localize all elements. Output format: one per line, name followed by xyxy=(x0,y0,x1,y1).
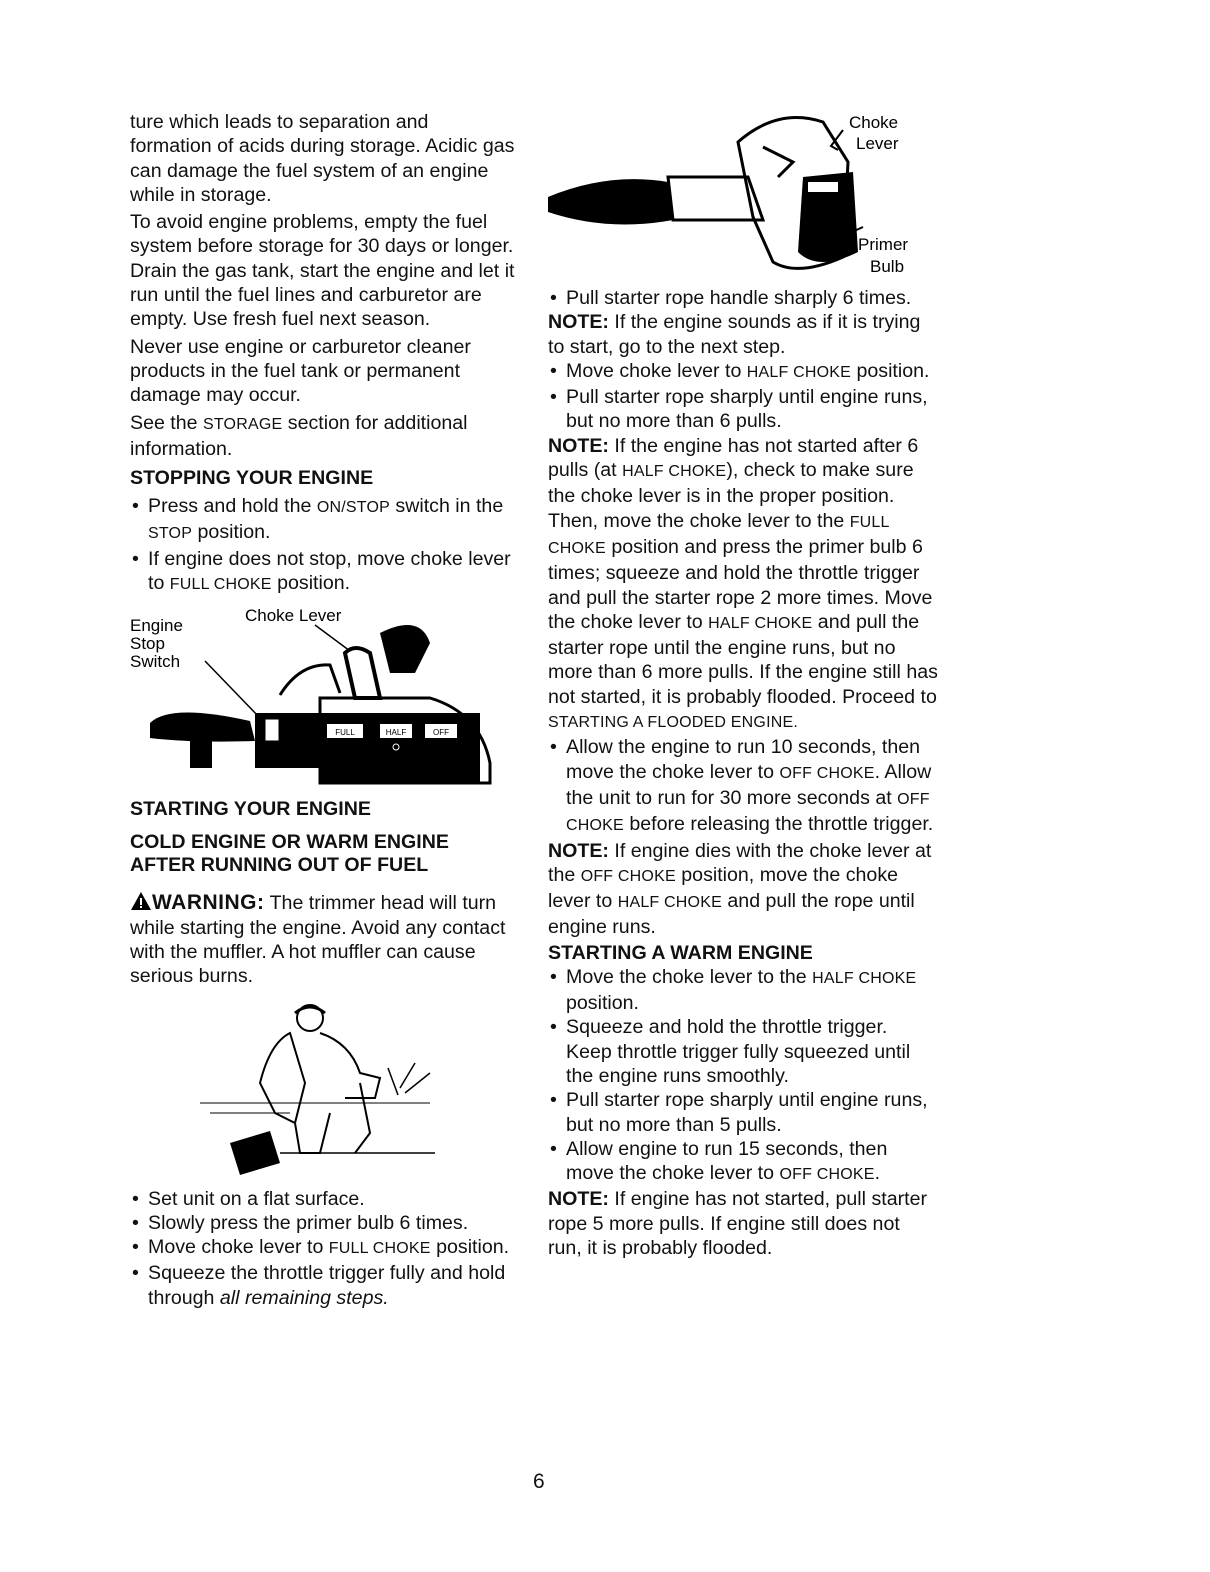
start-list-c xyxy=(548,735,938,838)
warning-paragraph: WARNING: The trimmer head will turn while starting the engine. Avoid any contact with the muffler. A hot muffler can cause serious burns. xyxy=(130,891,506,988)
label-lever: Lever xyxy=(856,134,899,153)
list-item: • Set unit on a flat surface. xyxy=(130,1187,515,1211)
cold-start-list xyxy=(130,1187,515,1310)
choke-primer-illustration xyxy=(548,102,928,282)
warning-label: WARNING: xyxy=(152,891,265,915)
label-choke: Choke xyxy=(849,113,899,132)
warm-engine-heading: STARTING A WARM ENGINE xyxy=(548,941,813,964)
engine-stop-switch-illustration xyxy=(130,603,500,788)
note-paragraph: NOTE: If engine has not started, pull starter rope 5 more pulls. If engine still does not run, it is probably flooded. xyxy=(548,1188,927,1259)
list-item: • Pull starter rope handle sharply 6 times. xyxy=(548,286,938,310)
list-item: • Move choke lever to FULL CHOKE position. xyxy=(130,1235,515,1261)
label-primer: Primer xyxy=(858,235,909,254)
operator-figure xyxy=(130,1003,500,1183)
label-bulb: Bulb xyxy=(870,257,905,276)
tag-off: OFF xyxy=(433,728,449,738)
stopping-heading: STOPPING YOUR ENGINE xyxy=(130,467,374,490)
list-item: • Press and hold the ON/STOP switch in the STOP position. xyxy=(130,494,515,547)
intro-paragraph-2: To avoid engine problems, empty the fuel system before storage for 30 days or longer. Drain the gas tank, start the engine and let it run until the fuel lines and carburetor are empty. Use fresh fuel next season. xyxy=(130,211,515,331)
list-item: • Move choke lever to HALF CHOKE position. xyxy=(548,359,938,385)
label-engine: Engine xyxy=(130,616,183,636)
engine-stop-switch-figure xyxy=(130,603,500,788)
list-item: • Squeeze the throttle trigger fully and hold through all remaining steps. xyxy=(130,1261,515,1310)
tag-full: FULL xyxy=(335,728,355,738)
list-item: • Slowly press the primer bulb 6 times. xyxy=(130,1211,515,1235)
note-paragraph: NOTE: If the engine sounds as if it is trying to start, go to the next step. xyxy=(548,311,921,358)
right-column xyxy=(548,102,938,1260)
label-choke-lever: Choke Lever xyxy=(245,606,342,626)
list-item: • Pull starter rope sharply until engine runs, but no more than 5 pulls. xyxy=(548,1088,938,1137)
start-list-a xyxy=(548,286,938,310)
list-item: • Move the choke lever to the HALF CHOKE position. xyxy=(548,965,938,1016)
list-item: • Pull starter rope sharply until engine runs, but no more than 6 pulls. xyxy=(548,385,938,434)
operator-illustration xyxy=(130,1003,500,1183)
intro-paragraph-3: Never use engine or carburetor cleaner products in the fuel tank or permanent damage may occur. xyxy=(130,335,471,407)
list-item: • If engine does not stop, move choke lever to FULL CHOKE position. xyxy=(130,547,515,598)
left-column xyxy=(130,110,515,1310)
label-stop: Stop xyxy=(130,634,165,654)
cold-engine-heading: COLD ENGINE OR WARM ENGINE AFTER RUNNING OUT OF FUEL xyxy=(130,831,449,877)
note-paragraph: NOTE: If engine dies with the choke lever at the OFF CHOKE position, move the choke lever to HALF CHOKE and pull the rope until engine runs. xyxy=(548,839,932,939)
list-item: • Squeeze and hold the throttle trigger. Keep throttle trigger fully squeezed until the engine runs smoothly. xyxy=(548,1015,938,1088)
intro-paragraph-1: ture which leads to separation and formation of acids during storage. Acidic gas can damage the fuel system of an engine while in storage. xyxy=(130,111,515,206)
list-item: • Allow engine to run 15 seconds, then move the choke lever to OFF CHOKE. xyxy=(548,1137,938,1188)
warning-triangle-icon xyxy=(130,891,152,911)
warm-start-list xyxy=(548,965,938,1188)
label-switch: Switch xyxy=(130,652,181,672)
list-item: • Allow the engine to run 10 seconds, then move the choke lever to OFF CHOKE. Allow the unit to run for 30 more seconds at OFF CHOKE before releasing the throttle trigger. xyxy=(548,735,938,838)
tag-half: HALF xyxy=(385,728,407,738)
stopping-list xyxy=(130,494,515,597)
page-number: 6 xyxy=(533,1470,545,1493)
storage-reference: See the STORAGE section for additional information. xyxy=(130,411,468,460)
choke-primer-figure xyxy=(548,102,928,282)
start-list-b xyxy=(548,359,938,434)
starting-heading: STARTING YOUR ENGINE xyxy=(130,798,371,821)
note-paragraph: NOTE: If the engine has not started after 6 pulls (at HALF CHOKE), check to make sure the choke lever is in the proper position. Then, move the choke lever to the FULL CHOKE position and press the primer bulb 6 times; squeeze and hold the throttle trigger and pull the starter rope 2 more times. Move the choke lever to HALF CHOKE and pull the starter rope until the engine runs, but no more than 6 more pulls. If the engine still has not started, it is probably flooded. Proceed to STARTING A FLOODED ENGINE. xyxy=(548,434,938,732)
